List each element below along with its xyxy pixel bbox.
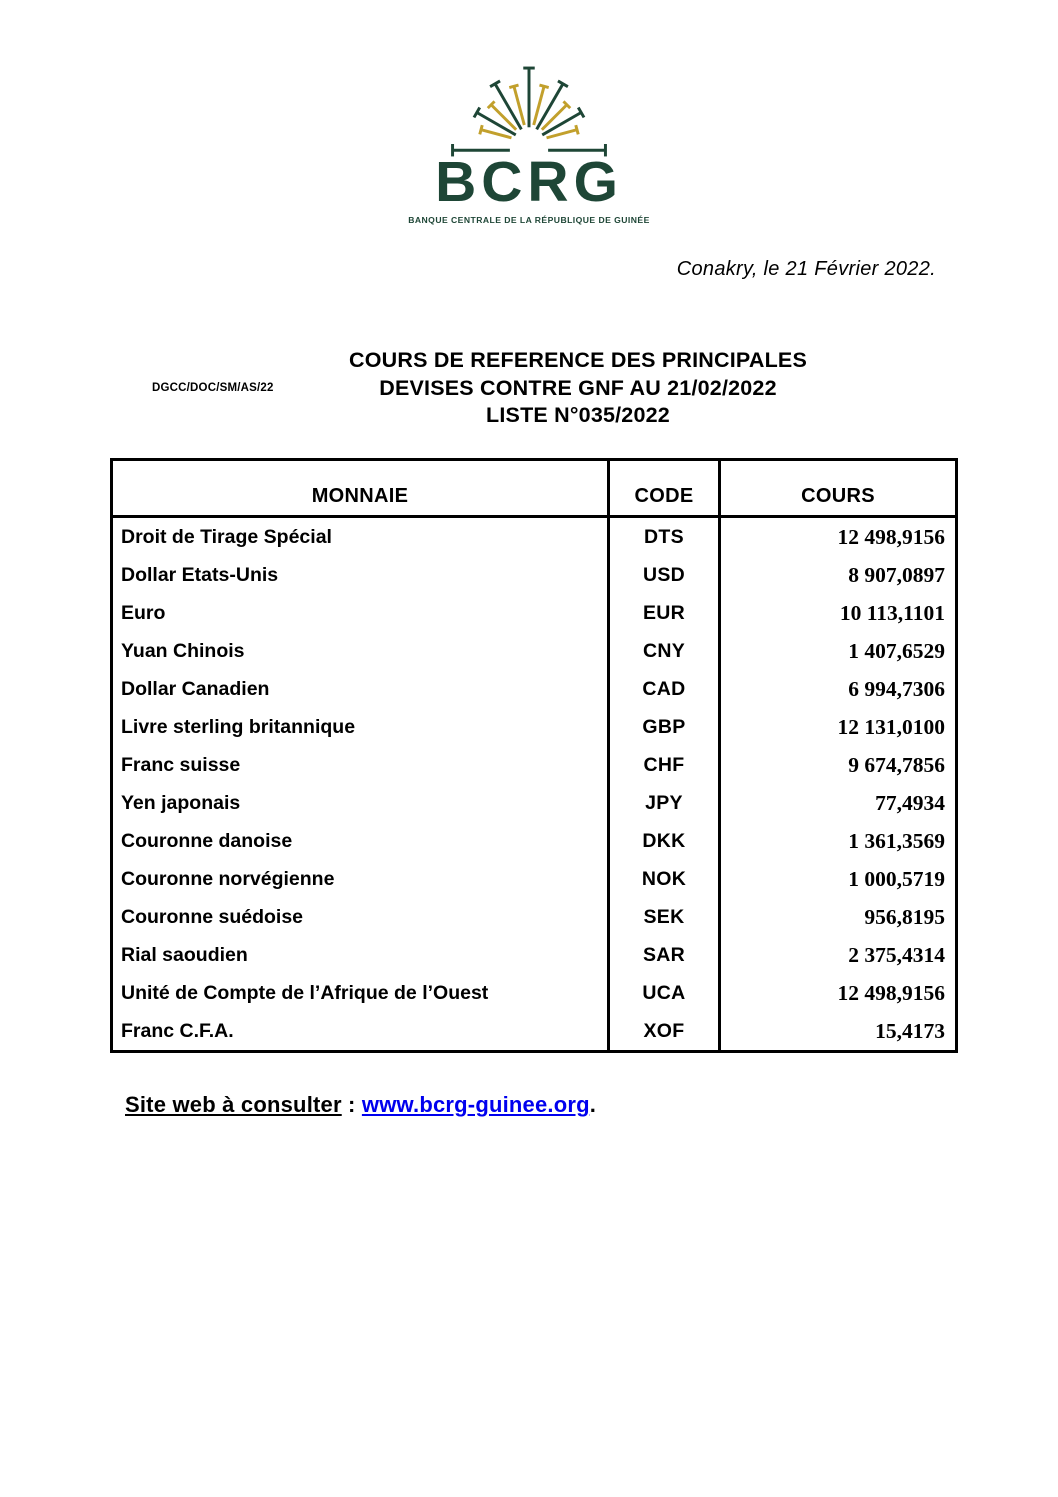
monnaie-cell: Franc C.F.A. — [121, 1019, 234, 1042]
table-row — [112, 936, 957, 974]
table-row — [112, 746, 957, 784]
table-row — [112, 860, 957, 898]
cours-cell: 2 375,4314 — [720, 936, 957, 974]
table-row — [112, 784, 957, 822]
table-row — [112, 670, 957, 708]
logo-tagline: BANQUE CENTRALE DE LA RÉPUBLIQUE DE GUINÉE — [408, 215, 650, 225]
header-code: CODE — [609, 460, 720, 517]
code-cell: UCA — [609, 974, 720, 1012]
table-header — [112, 460, 957, 517]
rates-table-body — [112, 517, 957, 1052]
dateline: Conakry, le 21 Février 2022. — [676, 258, 936, 280]
footer-period: . — [589, 1092, 597, 1117]
code-cell: SEK — [609, 898, 720, 936]
cours-cell: 1 361,3569 — [720, 822, 957, 860]
footer-label: Site web à consulter — [125, 1092, 342, 1117]
cours-cell: 12 131,0100 — [720, 708, 957, 746]
code-cell: NOK — [609, 860, 720, 898]
monnaie-cell: Couronne norvégienne — [121, 867, 335, 890]
code-cell: USD — [609, 556, 720, 594]
table-row — [112, 898, 957, 936]
cours-cell: 1 407,6529 — [720, 632, 957, 670]
bcrg-logo — [0, 66, 1058, 225]
table-row — [112, 632, 957, 670]
footer-separator: : — [341, 1092, 362, 1117]
title-line-1: COURS DE REFERENCE DES PRINCIPALES — [349, 348, 807, 372]
cours-cell: 15,4173 — [720, 1012, 957, 1052]
cours-cell: 77,4934 — [720, 784, 957, 822]
cours-cell: 8 907,0897 — [720, 556, 957, 594]
code-cell: EUR — [609, 594, 720, 632]
reference-code: DGCC/DOC/SM/AS/22 — [152, 382, 274, 394]
code-cell: CHF — [609, 746, 720, 784]
title-line-3: LISTE N°035/2022 — [486, 403, 670, 427]
cours-cell: 12 498,9156 — [720, 974, 957, 1012]
table-row — [112, 556, 957, 594]
website-link[interactable]: www.bcrg-guinee.org — [361, 1092, 590, 1117]
cours-cell: 10 113,1101 — [720, 594, 957, 632]
monnaie-cell: Euro — [121, 601, 166, 624]
monnaie-cell: Livre sterling britannique — [121, 715, 356, 738]
footer — [125, 1092, 596, 1118]
monnaie-cell: Rial saoudien — [121, 943, 248, 966]
code-cell: GBP — [609, 708, 720, 746]
monnaie-cell: Dollar Canadien — [121, 677, 270, 700]
cours-cell: 1 000,5719 — [720, 860, 957, 898]
monnaie-cell: Franc suisse — [121, 753, 241, 776]
code-cell: JPY — [609, 784, 720, 822]
table-row — [112, 822, 957, 860]
table-row — [112, 974, 957, 1012]
monnaie-cell: Dollar Etats-Unis — [121, 563, 279, 586]
monnaie-cell: Couronne suédoise — [121, 905, 304, 928]
exchange-rates-table — [110, 458, 958, 1053]
document-title — [249, 347, 907, 430]
code-cell: CNY — [609, 632, 720, 670]
bcrg-sunburst-icon — [443, 66, 615, 158]
monnaie-cell: Yuan Chinois — [121, 639, 245, 662]
table-row — [112, 1012, 957, 1052]
header-monnaie: MONNAIE — [112, 460, 609, 517]
monnaie-cell: Droit de Tirage Spécial — [121, 525, 332, 548]
code-cell: XOF — [609, 1012, 720, 1052]
code-cell: DKK — [609, 822, 720, 860]
cours-cell: 956,8195 — [720, 898, 957, 936]
table-row — [112, 708, 957, 746]
cours-cell: 12 498,9156 — [720, 517, 957, 557]
monnaie-cell: Couronne danoise — [121, 829, 293, 852]
code-cell: SAR — [609, 936, 720, 974]
title-line-2: DEVISES CONTRE GNF AU 21/02/2022 — [379, 375, 777, 400]
code-cell: CAD — [609, 670, 720, 708]
code-cell: DTS — [609, 517, 720, 557]
cours-cell: 9 674,7856 — [720, 746, 957, 784]
table-row — [112, 517, 957, 557]
table-row — [112, 594, 957, 632]
header-cours: COURS — [720, 460, 957, 517]
monnaie-cell: Unité de Compte de l’Afrique de l’Ouest — [121, 981, 489, 1004]
cours-cell: 6 994,7306 — [720, 670, 957, 708]
monnaie-cell: Yen japonais — [121, 791, 241, 814]
logo-acronym: BCRG — [435, 150, 623, 214]
